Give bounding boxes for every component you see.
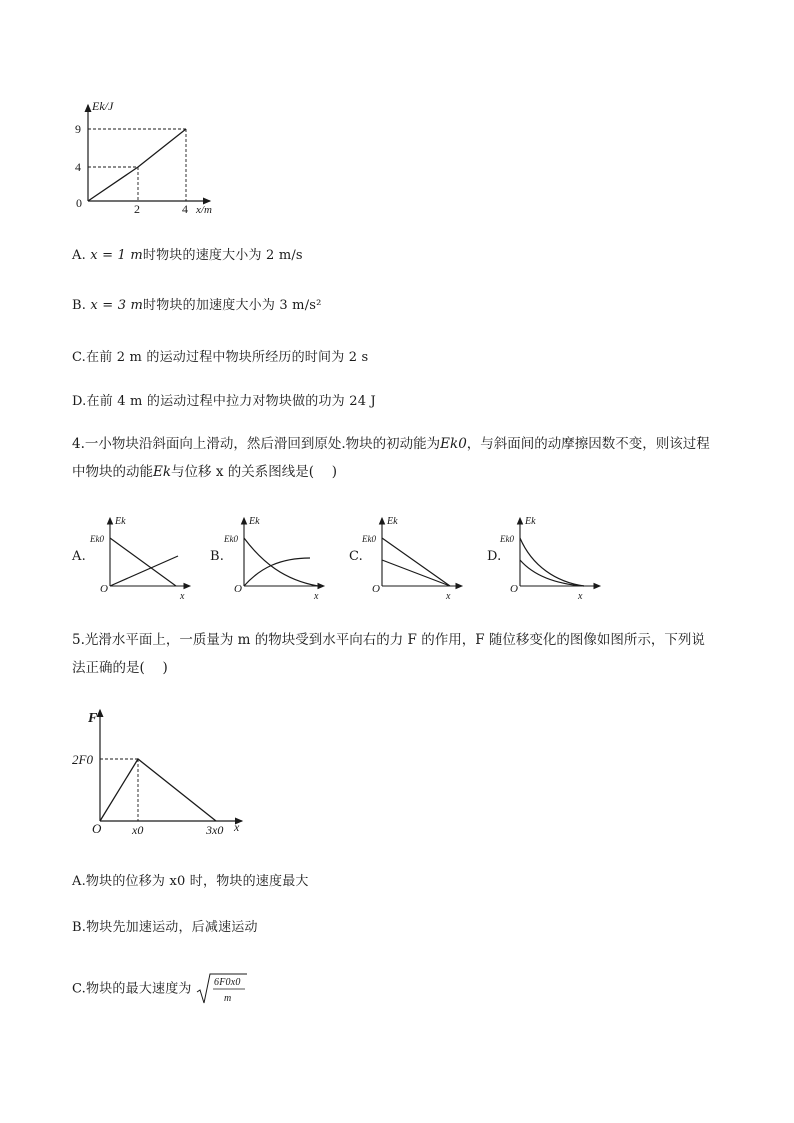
q5-option-c [72, 972, 248, 1006]
x-axis-label: x/m [196, 204, 212, 216]
origin-label: O [92, 821, 102, 836]
ek-symbol: Ek [153, 464, 172, 480]
q5-stem [72, 626, 722, 682]
q4-option-b-graph [222, 510, 332, 602]
stem-text: 5.光滑水平面上，一质量为 m 的物块受到水平向右的力 F 的作用，F 随位移变化的图像如图所示，下列说 [72, 632, 705, 648]
x-label: x [578, 591, 583, 602]
option-text: 时物块的加速度大小为 3 m/s² [143, 298, 322, 313]
y-tick-4: 4 [75, 160, 81, 174]
y-axis-label: Ek/J [92, 99, 114, 113]
ek-x-graph [70, 95, 230, 220]
y0-label: Ek0 [224, 534, 238, 544]
x-label: x [180, 591, 185, 602]
q3-option-b [72, 294, 322, 313]
option-math: x = 3 m [90, 298, 144, 313]
y-axis-label: F [88, 711, 98, 726]
stem-text: 中物块的动能 [72, 464, 153, 480]
y0-label: Ek0 [500, 534, 514, 544]
option-text: D.在前 4 m 的运动过程中拉力对物块做的功为 24 J [72, 394, 376, 409]
option-text: C.物块的最大速度为 [72, 981, 192, 997]
y-label: Ek [387, 516, 398, 527]
q3-option-a [72, 244, 303, 263]
y0-label: Ek0 [362, 534, 376, 544]
ek-decreasing-line [110, 538, 176, 586]
option-text: C.在前 2 m 的运动过程中物块所经历的时间为 2 s [72, 350, 369, 365]
origin-label: O [510, 583, 518, 595]
formula-numerator: 6F0x0 [213, 977, 241, 988]
ek-lower-line [382, 560, 450, 586]
q4-option-c-graph [360, 510, 470, 602]
f-x-graph [70, 700, 260, 845]
x-tick-4: 4 [182, 202, 188, 216]
q4-option-b-label: B. [210, 549, 225, 564]
y-tick-9: 9 [75, 122, 81, 136]
origin-label: O [372, 583, 380, 595]
option-math: x = 1 m [90, 248, 143, 263]
q4-option-c-label: C. [349, 549, 364, 564]
stem-text: 法正确的是( ) [72, 660, 168, 676]
sqrt-formula [196, 972, 248, 1006]
x-label: x [314, 591, 319, 602]
ek0-symbol: Ek0 [440, 436, 467, 452]
y-label: Ek [525, 516, 536, 527]
q3-option-c [72, 346, 368, 365]
option-prefix: A. [72, 248, 91, 263]
y0-label: Ek0 [90, 534, 104, 544]
q3-option-d [72, 390, 376, 409]
ek-upper-curve [520, 538, 584, 586]
x-tick-x0: x0 [132, 823, 144, 837]
x-axis-label: x [234, 820, 240, 834]
force-curve [100, 759, 216, 821]
q4-option-d-label: D. [487, 549, 502, 564]
origin-label: O [100, 583, 108, 595]
x-tick-3x0: 3x0 [206, 823, 224, 837]
q4-option-d-graph [498, 510, 608, 602]
origin-label: 0 [76, 196, 82, 210]
stem-text: ，与斜面间的动摩擦因数不变，则该过程 [466, 436, 710, 452]
origin-label: O [234, 583, 242, 595]
ek-upper-line [382, 538, 450, 586]
formula-denominator: m [223, 993, 232, 1004]
stem-text: 与位移 x 的关系图线是( ) [171, 464, 338, 480]
q5-option-a: A.物块的位移为 x0 时，物块的速度最大 [72, 874, 309, 889]
stem-text: 4.一小物块沿斜面向上滑动，然后滑回到原处.物块的初动能为 [72, 436, 441, 452]
y-tick-2f0: 2F0 [72, 752, 93, 767]
y-label: Ek [249, 516, 260, 527]
q4-stem [72, 430, 722, 486]
q4-option-a-label: A. [72, 549, 86, 564]
q5-option-b: B.物块先加速运动，后减速运动 [72, 920, 258, 935]
option-text: 时物块的速度大小为 2 m/s [142, 248, 303, 263]
x-tick-2: 2 [134, 202, 140, 216]
q4-option-a-graph [88, 510, 198, 602]
ek-lower-curve [520, 560, 584, 586]
option-prefix: B. [72, 298, 91, 313]
ek-increasing-line [110, 556, 178, 586]
ek-curve [88, 129, 186, 201]
x-label: x [446, 591, 451, 602]
y-label: Ek [115, 516, 126, 527]
